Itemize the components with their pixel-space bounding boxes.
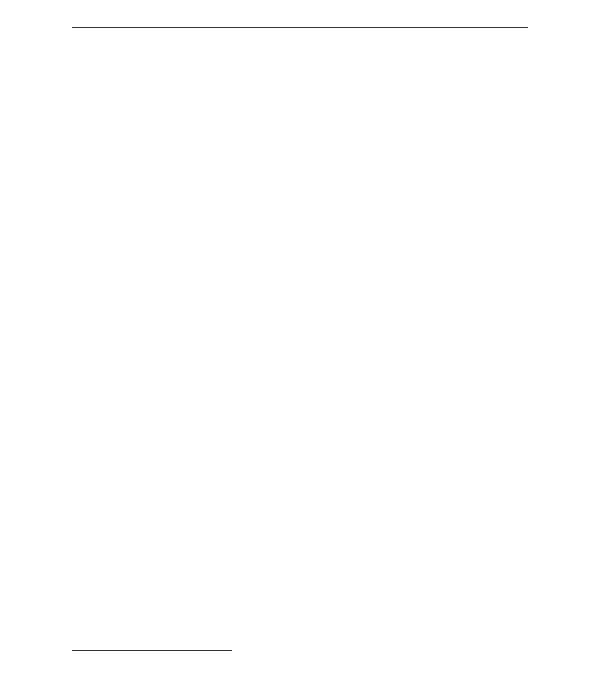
abstract-cn xyxy=(72,158,528,298)
affiliation-cn xyxy=(110,118,490,148)
body-paragraph xyxy=(72,600,528,632)
title-cn xyxy=(0,58,600,84)
authors-en xyxy=(60,362,540,375)
affiliation-en xyxy=(80,378,520,406)
title-en xyxy=(60,322,540,358)
abstract-en xyxy=(72,412,528,572)
running-header xyxy=(0,10,600,22)
keywords-en xyxy=(72,574,528,588)
authors-cn xyxy=(0,95,600,111)
funding-footnote xyxy=(72,656,528,668)
footnote-rule xyxy=(72,650,232,651)
header-rule xyxy=(72,27,528,28)
keywords-cn xyxy=(72,300,528,314)
